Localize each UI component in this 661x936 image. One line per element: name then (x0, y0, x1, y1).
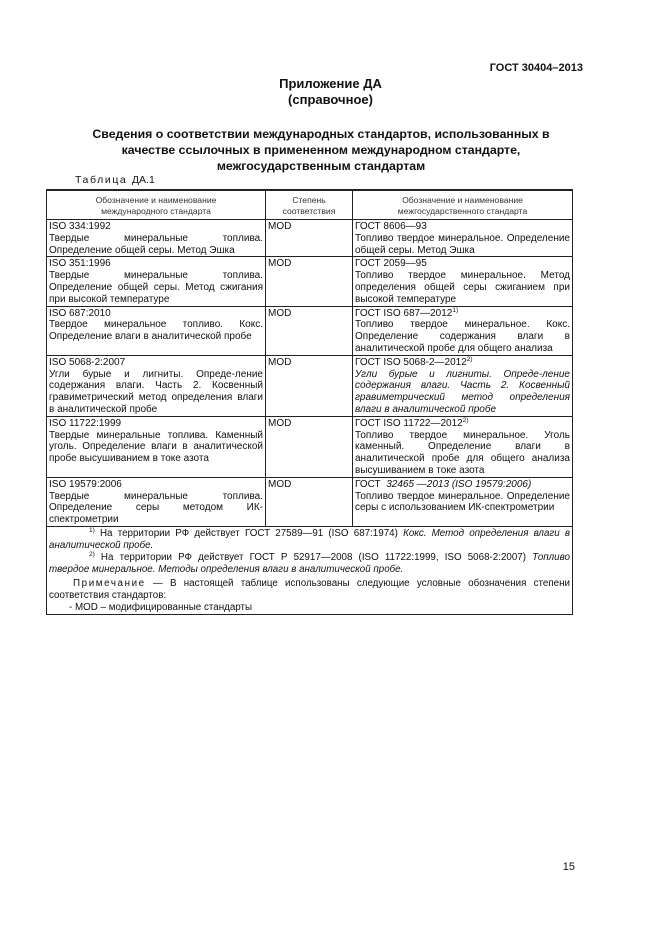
gost-standard-code: ГОСТ ISO 11722—2012$^{2)}$ (355, 416, 469, 429)
intl-standard-name: Твердые минеральные топлива. Определение серы методом ИК-спектрометрии (49, 490, 263, 526)
appendix-title: Приложение ДА (279, 76, 382, 91)
correspondence-table (46, 189, 573, 615)
intl-standard-code: ISO 334:1992 (49, 221, 111, 232)
table-header-row (47, 190, 573, 220)
table-row (47, 355, 573, 416)
table-label (75, 174, 155, 186)
document-code: ГОСТ 30404–2013 (489, 62, 583, 74)
intl-standard-code: ISO 351:1996 (49, 258, 111, 270)
footnote-ref: 2) (462, 416, 469, 424)
degree-cell: MOD (266, 306, 353, 355)
appendix-heading (0, 76, 661, 108)
gost-standard-code: ГОСТ 8606—93 (355, 221, 427, 232)
table-row (47, 257, 573, 306)
table-note (49, 578, 570, 602)
degree-cell: MOD (266, 257, 353, 306)
table-footnotes-row (47, 526, 573, 614)
table-row (47, 220, 573, 257)
intl-standard-name: Твердые минеральные топлива. Определение общей серы. Метод сжигания при высокой температуре (49, 270, 263, 305)
gost-standard-cell (353, 416, 573, 477)
table-row (47, 416, 573, 477)
gost-standard-code: ГОСТ 2059—95 (355, 258, 427, 270)
note-label: Примечание (73, 577, 146, 589)
footnotes-cell (47, 526, 573, 614)
column-header-interstate: Обозначение и наименование межгосударственного стандарта (353, 190, 573, 220)
intl-standard-name: Твердые минеральные топлива. Каменный уголь. Определение влаги в аналитической пробе высушиванием в токе азота (49, 429, 263, 465)
intl-standard-cell (47, 306, 266, 355)
degree-cell: MOD (266, 477, 353, 526)
intl-standard-cell (47, 220, 266, 257)
intl-standard-cell (47, 477, 266, 526)
gost-standard-name: Топливо твердое минеральное. Метод определения общей серы сжиганием при высокой температуре (355, 270, 570, 305)
footnote-ref: 2) (466, 355, 473, 363)
footnote-2: $^{2)}$ На территории РФ действует ГОСТ Р 52917—2008 (ISO 11722:1999, ISO 5068-2:2007) Топливо твердое минеральное. Методы определения влаги в аналитической пробе. (49, 550, 570, 575)
gost-standard-cell (353, 355, 573, 416)
section-title-line: качестве ссылочных в примененном международном стандарте, (121, 143, 521, 157)
note-item: - MOD – модифицированные стандарты (69, 601, 253, 613)
column-header-international: Обозначение и наименование международного стандарта (47, 190, 266, 220)
degree-cell: MOD (266, 220, 353, 257)
intl-standard-code: ISO 19579:2006 (49, 478, 122, 490)
intl-standard-name: Твердые минеральные топлива. Определение общей серы. Метод Эшка (49, 232, 263, 256)
section-title-line: межгосударственным стандартам (216, 159, 426, 173)
section-title (60, 126, 582, 174)
gost-standard-name: Топливо твердое минеральное. Уголь каменный. Определение влаги в аналитической пробе для общего анализа высушиванием в токе азота (355, 429, 570, 476)
section-title-line: Сведения о соответствии международных стандартов, использованных в (92, 127, 550, 141)
footnote-1: $^{1)}$ На территории РФ действует ГОСТ 27589—91 (ISO 687:1974) Кокс. Метод определения влаги в аналитической пробе. (49, 526, 570, 551)
gost-standard-name: Топливо твердое минеральное. Определение серы с использованием ИК-спектрометрии (355, 490, 570, 514)
intl-standard-cell (47, 257, 266, 306)
gost-standard-code: ГОСТ ISO 5068-2—2012$^{2)}$ (355, 355, 473, 368)
gost-standard-name: Топливо твердое минеральное. Кокс. Определение содержания влаги в аналитической пробе для общего анализа (355, 319, 570, 354)
gost-standard-cell (353, 477, 573, 526)
table-label-word: Таблица (75, 174, 128, 186)
gost-standard-name: Угли бурые и лигниты. Опреде-ление содержания влаги. Часть 2. Косвенный гравиметрический метод определения влаги в аналитической пробе (355, 368, 570, 415)
intl-standard-name: Угли бурые и лигниты. Опреде-ление содержания влаги. Часть 2. Косвенный гравиметрический метод определения влаги в аналитической пробе (49, 368, 263, 415)
appendix-subtitle: (справочное) (288, 92, 373, 107)
intl-standard-code: ISO 687:2010 (49, 307, 111, 319)
gost-standard-name: Топливо твердое минеральное. Определение общей серы. Метод Эшка (355, 232, 570, 256)
table-row (47, 306, 573, 355)
footnote-ref: 1) (452, 306, 459, 314)
intl-standard-code: ISO 5068-2:2007 (49, 356, 126, 368)
page-number: 15 (562, 861, 575, 873)
intl-standard-code: ISO 11722:1999 (49, 417, 122, 429)
table-row (47, 477, 573, 526)
gost-standard-cell (353, 257, 573, 306)
gost-standard-cell (353, 220, 573, 257)
degree-cell: MOD (266, 355, 353, 416)
gost-standard-code: ГОСТ 32465 —2013 (ISO 19579:2006) (355, 478, 532, 490)
degree-cell: MOD (266, 416, 353, 477)
note-text: — В настоящей таблице использованы следующие условные обозначения степени соответствия стандартов: (49, 577, 570, 601)
column-header-degree: Степень соответствия (266, 190, 353, 220)
intl-standard-cell (47, 355, 266, 416)
table-label-number: ДА.1 (131, 174, 155, 186)
gost-standard-cell (353, 306, 573, 355)
intl-standard-cell (47, 416, 266, 477)
intl-standard-name: Твердое минеральное топливо. Кокс. Определение влаги в аналитической пробе (49, 319, 263, 343)
gost-standard-code: ГОСТ ISO 687—2012$^{1)}$ (355, 306, 459, 319)
